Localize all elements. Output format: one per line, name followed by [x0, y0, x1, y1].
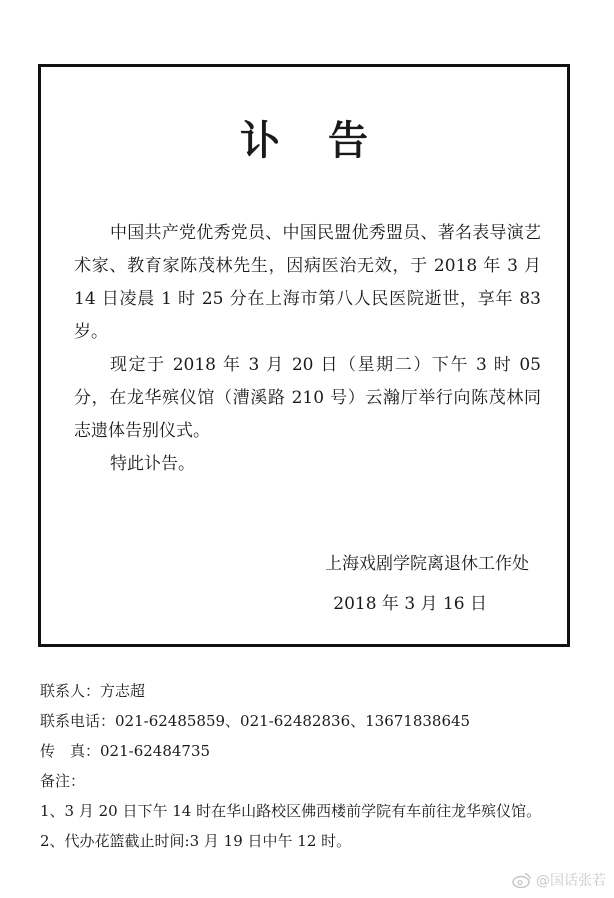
notice-paragraph-3: 特此讣告。: [110, 454, 195, 474]
contact-fax-label: 传 真：: [40, 742, 101, 760]
weibo-watermark: [512, 870, 606, 890]
contact-fax-line: [40, 736, 541, 766]
contact-phone-label: 联系电话：: [40, 712, 116, 730]
weibo-icon: [512, 872, 532, 888]
remarks-item-2: 2、代办花篮截止时间:3 月 19 日中午 12 时。: [40, 832, 352, 850]
contact-phone-line: [40, 706, 541, 736]
contact-person-line: [40, 676, 541, 706]
contact-person-name: 方志超: [100, 682, 146, 700]
notice-date: 2018 年 3 月 16 日: [333, 594, 487, 614]
notice-paragraph-2: 现定于 2018 年 3 月 20 日（星期二）下午 3 时 05 分，在龙华殡仪馆（漕溪路 210 号）云瀚厅举行向陈茂林同志遗体告别仪式。: [74, 355, 541, 441]
remarks-item-1: 1、3 月 20 日下午 14 时在华山路校区佛西楼前学院有车前往龙华殡仪馆。: [40, 802, 542, 820]
remarks-label: 备注：: [40, 772, 86, 790]
notice-body: [74, 217, 541, 481]
notice-paragraph-1: 中国共产党优秀党员、中国民盟优秀盟员、著名表导演艺术家、教育家陈茂林先生，因病医治无效，于 2018 年 3 月 14 日凌晨 1 时 25 分在上海市第八人民医院逝世，享年 83 岁。: [74, 223, 541, 342]
obituary-notice: [38, 64, 570, 647]
contact-section: [40, 676, 541, 856]
contact-phone-numbers: 021-62485859、021-62482836、13671838645: [115, 712, 471, 730]
notice-title: 讣告: [240, 118, 416, 164]
contact-person-label: 联系人：: [40, 682, 101, 700]
contact-fax-number: 021-62484735: [100, 742, 211, 760]
notice-issuer: 上海戏剧学院离退休工作处: [325, 554, 529, 574]
watermark-text: @国话张若: [536, 873, 606, 889]
